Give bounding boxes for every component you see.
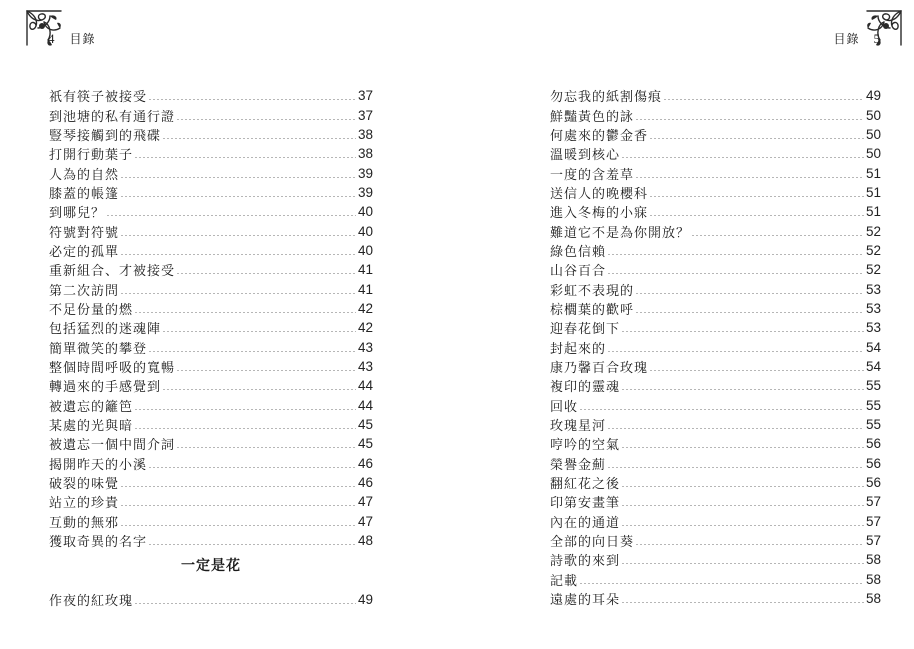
- toc-entry-page-number: 46: [357, 455, 373, 471]
- toc-entry-title: 詩歌的來到: [550, 554, 621, 570]
- toc-entry: [550, 376, 881, 395]
- toc-entry: [49, 105, 373, 124]
- toc-entry: [49, 163, 373, 182]
- toc-entry: [49, 202, 373, 221]
- toc-entry-title: 回收: [550, 399, 579, 415]
- toc-entry-page-number: 54: [865, 358, 881, 374]
- dot-leader: [120, 525, 356, 526]
- dot-leader: [162, 138, 356, 139]
- toc-entry-title: 勿忘我的紙割傷痕: [550, 90, 663, 106]
- toc-entry-page-number: 39: [357, 184, 373, 200]
- toc-entry: [550, 183, 881, 202]
- toc-entry-page-number: 46: [357, 475, 373, 491]
- toc-entry: [550, 163, 881, 182]
- toc-entry-page-number: 43: [357, 358, 373, 374]
- toc-entry: [550, 318, 881, 337]
- toc-entry-title: 遠處的耳朵: [550, 593, 621, 609]
- toc-entry-title: 重新組合、才被接受: [49, 264, 176, 280]
- toc-entry-page-number: 51: [865, 204, 881, 220]
- dot-leader: [134, 409, 356, 410]
- dot-leader: [148, 544, 356, 545]
- toc-entry: [49, 125, 373, 144]
- dot-leader: [120, 196, 356, 197]
- toc-entry-page-number: 45: [357, 417, 373, 433]
- toc-entry-title: 整個時間呼吸的寬暢: [49, 360, 176, 376]
- toc-entry-page-number: 40: [357, 223, 373, 239]
- toc-entry-page-number: 52: [865, 262, 881, 278]
- dot-leader: [120, 235, 356, 236]
- dot-leader: [621, 525, 864, 526]
- toc-entry: [550, 279, 881, 298]
- toc-entry-title: 印第安畫筆: [550, 496, 621, 512]
- toc-entry-page-number: 51: [865, 184, 881, 200]
- toc-entry-title: 破裂的味覺: [49, 477, 120, 493]
- toc-entry-page-number: 51: [865, 165, 881, 181]
- toc-entry: [550, 434, 881, 453]
- dot-leader: [635, 312, 864, 313]
- dot-leader: [134, 157, 356, 158]
- dot-leader: [134, 428, 356, 429]
- toc-entry: [550, 299, 881, 318]
- toc-entry: [49, 415, 373, 434]
- toc-entry: [49, 590, 373, 609]
- toc-entry: [550, 473, 881, 492]
- running-title: 目錄: [833, 32, 860, 46]
- toc-entry-title: 膝蓋的帳篷: [49, 186, 120, 202]
- toc-entry-page-number: 45: [357, 436, 373, 452]
- toc-list-right: [550, 86, 881, 608]
- toc-entry-page-number: 57: [865, 533, 881, 549]
- section-heading: 一定是花: [181, 558, 241, 574]
- toc-entry-page-number: 37: [357, 107, 373, 123]
- toc-entry-page-number: 37: [357, 88, 373, 104]
- toc-entry: [550, 221, 881, 240]
- toc-entry: [49, 376, 373, 395]
- dot-leader: [621, 505, 864, 506]
- dot-leader: [621, 331, 864, 332]
- dot-leader: [176, 119, 356, 120]
- dot-leader: [649, 138, 864, 139]
- toc-entry-page-number: 47: [357, 513, 373, 529]
- toc-entry: [550, 570, 881, 589]
- toc-entry: [550, 337, 881, 356]
- toc-entry-title: 到池塘的私有通行證: [49, 109, 176, 125]
- dot-leader: [663, 99, 864, 100]
- dot-leader: [635, 177, 864, 178]
- right-page: [457, 0, 914, 649]
- dot-leader: [148, 351, 356, 352]
- toc-entry-title: 獲取奇異的名字: [49, 535, 148, 551]
- toc-entry-title: 被遺忘的籬笆: [49, 399, 134, 415]
- toc-entry-title: 迎春花倒下: [550, 322, 621, 338]
- toc-entry: [550, 589, 881, 608]
- toc-entry: [550, 357, 881, 376]
- toc-entry-title: 溫暖到核心: [550, 148, 621, 164]
- dot-leader: [621, 447, 864, 448]
- page-number: 4: [48, 31, 56, 46]
- toc-entry-title: 山谷百合: [550, 264, 607, 280]
- toc-entry-title: 轉過來的手感覺到: [49, 380, 162, 396]
- dot-leader: [120, 177, 356, 178]
- dot-leader: [607, 273, 864, 274]
- toc-entry: [550, 454, 881, 473]
- toc-entry: [49, 492, 373, 511]
- dot-leader: [148, 99, 356, 100]
- toc-entry-title: 打開行動葉子: [49, 148, 134, 164]
- toc-entry-title: 綠色信賴: [550, 244, 607, 260]
- dot-leader: [621, 389, 864, 390]
- toc-entry-page-number: 58: [865, 571, 881, 587]
- toc-entry: [550, 105, 881, 124]
- toc-entry-page-number: 56: [865, 475, 881, 491]
- toc-entry-title: 康乃馨百合玫瑰: [550, 360, 649, 376]
- dot-leader: [176, 447, 356, 448]
- toc-entry-page-number: 40: [357, 204, 373, 220]
- dot-leader: [148, 467, 356, 468]
- toc-entry-title: 鮮豔黃色的詠: [550, 109, 635, 125]
- dot-leader: [607, 428, 864, 429]
- toc-entry-page-number: 54: [865, 339, 881, 355]
- toc-entry-page-number: 39: [357, 165, 373, 181]
- dot-leader: [579, 409, 864, 410]
- running-title: 目錄: [69, 32, 96, 46]
- dot-leader: [649, 196, 864, 197]
- toc-entry-page-number: 55: [865, 397, 881, 413]
- toc-entry: [550, 202, 881, 221]
- toc-entry: [49, 357, 373, 376]
- toc-entry-page-number: 57: [865, 494, 881, 510]
- toc-entry: [550, 86, 881, 105]
- dot-leader: [120, 254, 356, 255]
- toc-entry-page-number: 44: [357, 378, 373, 394]
- toc-entry-title: 一度的含羞草: [550, 167, 635, 183]
- toc-entry-title: 簡單微笑的攀登: [49, 341, 148, 357]
- toc-entry: [49, 531, 373, 550]
- toc-entry: [49, 396, 373, 415]
- dot-leader: [649, 215, 864, 216]
- toc-entry-page-number: 50: [865, 146, 881, 162]
- toc-entry: [550, 241, 881, 260]
- toc-entry-title: 互動的無邪: [49, 515, 120, 531]
- toc-entry-page-number: 48: [357, 533, 373, 549]
- dot-leader: [176, 273, 356, 274]
- toc-entry-page-number: 57: [865, 513, 881, 529]
- toc-entry-title: 封起來的: [550, 341, 607, 357]
- dot-leader: [162, 389, 356, 390]
- toc-entry-title: 被遺忘一個中間介詞: [49, 438, 176, 454]
- toc-entry-title: 作夜的紅玫瑰: [49, 594, 134, 610]
- dot-leader: [621, 486, 864, 487]
- toc-entry-title: 必定的孤單: [49, 244, 120, 260]
- toc-entry-page-number: 56: [865, 436, 881, 452]
- toc-entry-page-number: 49: [357, 592, 373, 608]
- toc-entry-page-number: 53: [865, 320, 881, 336]
- toc-entry-title: 難道它不是為你開放？: [550, 225, 691, 241]
- toc-entry-title: 到哪兒？: [49, 206, 106, 222]
- toc-entry-title: 翻紅花之後: [550, 477, 621, 493]
- dot-leader: [635, 293, 864, 294]
- toc-entry: [49, 454, 373, 473]
- toc-entry-title: 棕櫚葉的歡呼: [550, 302, 635, 318]
- toc-entry-title: 站立的珍貴: [49, 496, 120, 512]
- toc-entry-page-number: 47: [357, 494, 373, 510]
- toc-entry-page-number: 41: [357, 281, 373, 297]
- toc-entry: [550, 492, 881, 511]
- toc-entry-title: 符號對符號: [49, 225, 120, 241]
- toc-entry-title: 揭開昨天的小溪: [49, 457, 148, 473]
- toc-entry-page-number: 42: [357, 320, 373, 336]
- toc-list-left: [49, 86, 373, 550]
- toc-entry-page-number: 52: [865, 223, 881, 239]
- toc-entry-page-number: 53: [865, 281, 881, 297]
- toc-entry: [49, 512, 373, 531]
- dot-leader: [120, 486, 356, 487]
- toc-entry-title: 不足份量的燃: [49, 302, 134, 318]
- dot-leader: [635, 119, 864, 120]
- dot-leader: [649, 370, 864, 371]
- toc-entry: [49, 434, 373, 453]
- toc-entry-page-number: 43: [357, 339, 373, 355]
- toc-entry-title: 榮譽金薊: [550, 457, 607, 473]
- dot-leader: [134, 312, 356, 313]
- toc-entry-title: 彩虹不表現的: [550, 283, 635, 299]
- toc-entry-page-number: 40: [357, 242, 373, 258]
- toc-entry-title: 玫瑰星河: [550, 419, 607, 435]
- dot-leader: [621, 602, 864, 603]
- toc-entry: [49, 260, 373, 279]
- toc-entry-page-number: 49: [865, 88, 881, 104]
- toc-entry: [49, 279, 373, 298]
- toc-entry-page-number: 53: [865, 300, 881, 316]
- toc-entry-page-number: 58: [865, 591, 881, 607]
- toc-entry: [49, 241, 373, 260]
- toc-entry: [550, 396, 881, 415]
- dot-leader: [120, 505, 356, 506]
- dot-leader: [635, 544, 864, 545]
- dot-leader: [106, 215, 356, 216]
- toc-entry-page-number: 55: [865, 378, 881, 394]
- toc-entry-page-number: 58: [865, 552, 881, 568]
- toc-entry-title: 複印的靈魂: [550, 380, 621, 396]
- toc-entry: [550, 125, 881, 144]
- toc-entry: [550, 144, 881, 163]
- toc-entry-page-number: 41: [357, 262, 373, 278]
- toc-entry-title: 進入冬梅的小寐: [550, 206, 649, 222]
- toc-entry-title: 哼吟的空氣: [550, 438, 621, 454]
- dot-leader: [120, 293, 356, 294]
- toc-entry-page-number: 44: [357, 397, 373, 413]
- toc-entry-page-number: 38: [357, 146, 373, 162]
- toc-entry-title: 送信人的晚櫻科: [550, 186, 649, 202]
- page-number: 5: [873, 31, 881, 46]
- toc-entry: [49, 221, 373, 240]
- dot-leader: [607, 254, 864, 255]
- dot-leader: [176, 370, 356, 371]
- toc-entry-title: 記載: [550, 573, 579, 589]
- toc-entry-title: 祇有筷子被接受: [49, 90, 148, 106]
- toc-entry-page-number: 50: [865, 107, 881, 123]
- toc-entry-title: 某處的光與暗: [49, 419, 134, 435]
- toc-entry-title: 豎琴接觸到的飛碟: [49, 128, 162, 144]
- dot-leader: [691, 235, 864, 236]
- toc-entry: [49, 473, 373, 492]
- toc-list-left-section: [49, 590, 373, 609]
- toc-entry: [49, 86, 373, 105]
- toc-entry: [49, 299, 373, 318]
- toc-entry-page-number: 55: [865, 417, 881, 433]
- toc-entry-page-number: 50: [865, 126, 881, 142]
- toc-entry: [550, 415, 881, 434]
- dot-leader: [607, 351, 864, 352]
- running-header-right: [833, 30, 881, 47]
- toc-entry: [49, 183, 373, 202]
- dot-leader: [621, 563, 864, 564]
- toc-entry-page-number: 52: [865, 242, 881, 258]
- toc-entry: [49, 337, 373, 356]
- dot-leader: [162, 331, 356, 332]
- toc-entry: [49, 318, 373, 337]
- toc-entry-title: 何處來的鬱金香: [550, 128, 649, 144]
- toc-entry-page-number: 38: [357, 126, 373, 142]
- toc-entry-page-number: 56: [865, 455, 881, 471]
- dot-leader: [621, 157, 864, 158]
- toc-entry-title: 第二次訪問: [49, 283, 120, 299]
- toc-entry-title: 全部的向日葵: [550, 535, 635, 551]
- running-header-left: [48, 30, 96, 47]
- toc-entry-title: 內在的通道: [550, 515, 621, 531]
- toc-entry-title: 人為的自然: [49, 167, 120, 183]
- toc-entry: [49, 144, 373, 163]
- toc-entry-page-number: 42: [357, 300, 373, 316]
- toc-entry: [550, 260, 881, 279]
- dot-leader: [579, 583, 864, 584]
- dot-leader: [607, 467, 864, 468]
- toc-entry-title: 包括猛烈的迷魂陣: [49, 322, 162, 338]
- toc-entry: [550, 550, 881, 569]
- toc-entry: [550, 512, 881, 531]
- dot-leader: [134, 603, 356, 604]
- toc-entry: [550, 531, 881, 550]
